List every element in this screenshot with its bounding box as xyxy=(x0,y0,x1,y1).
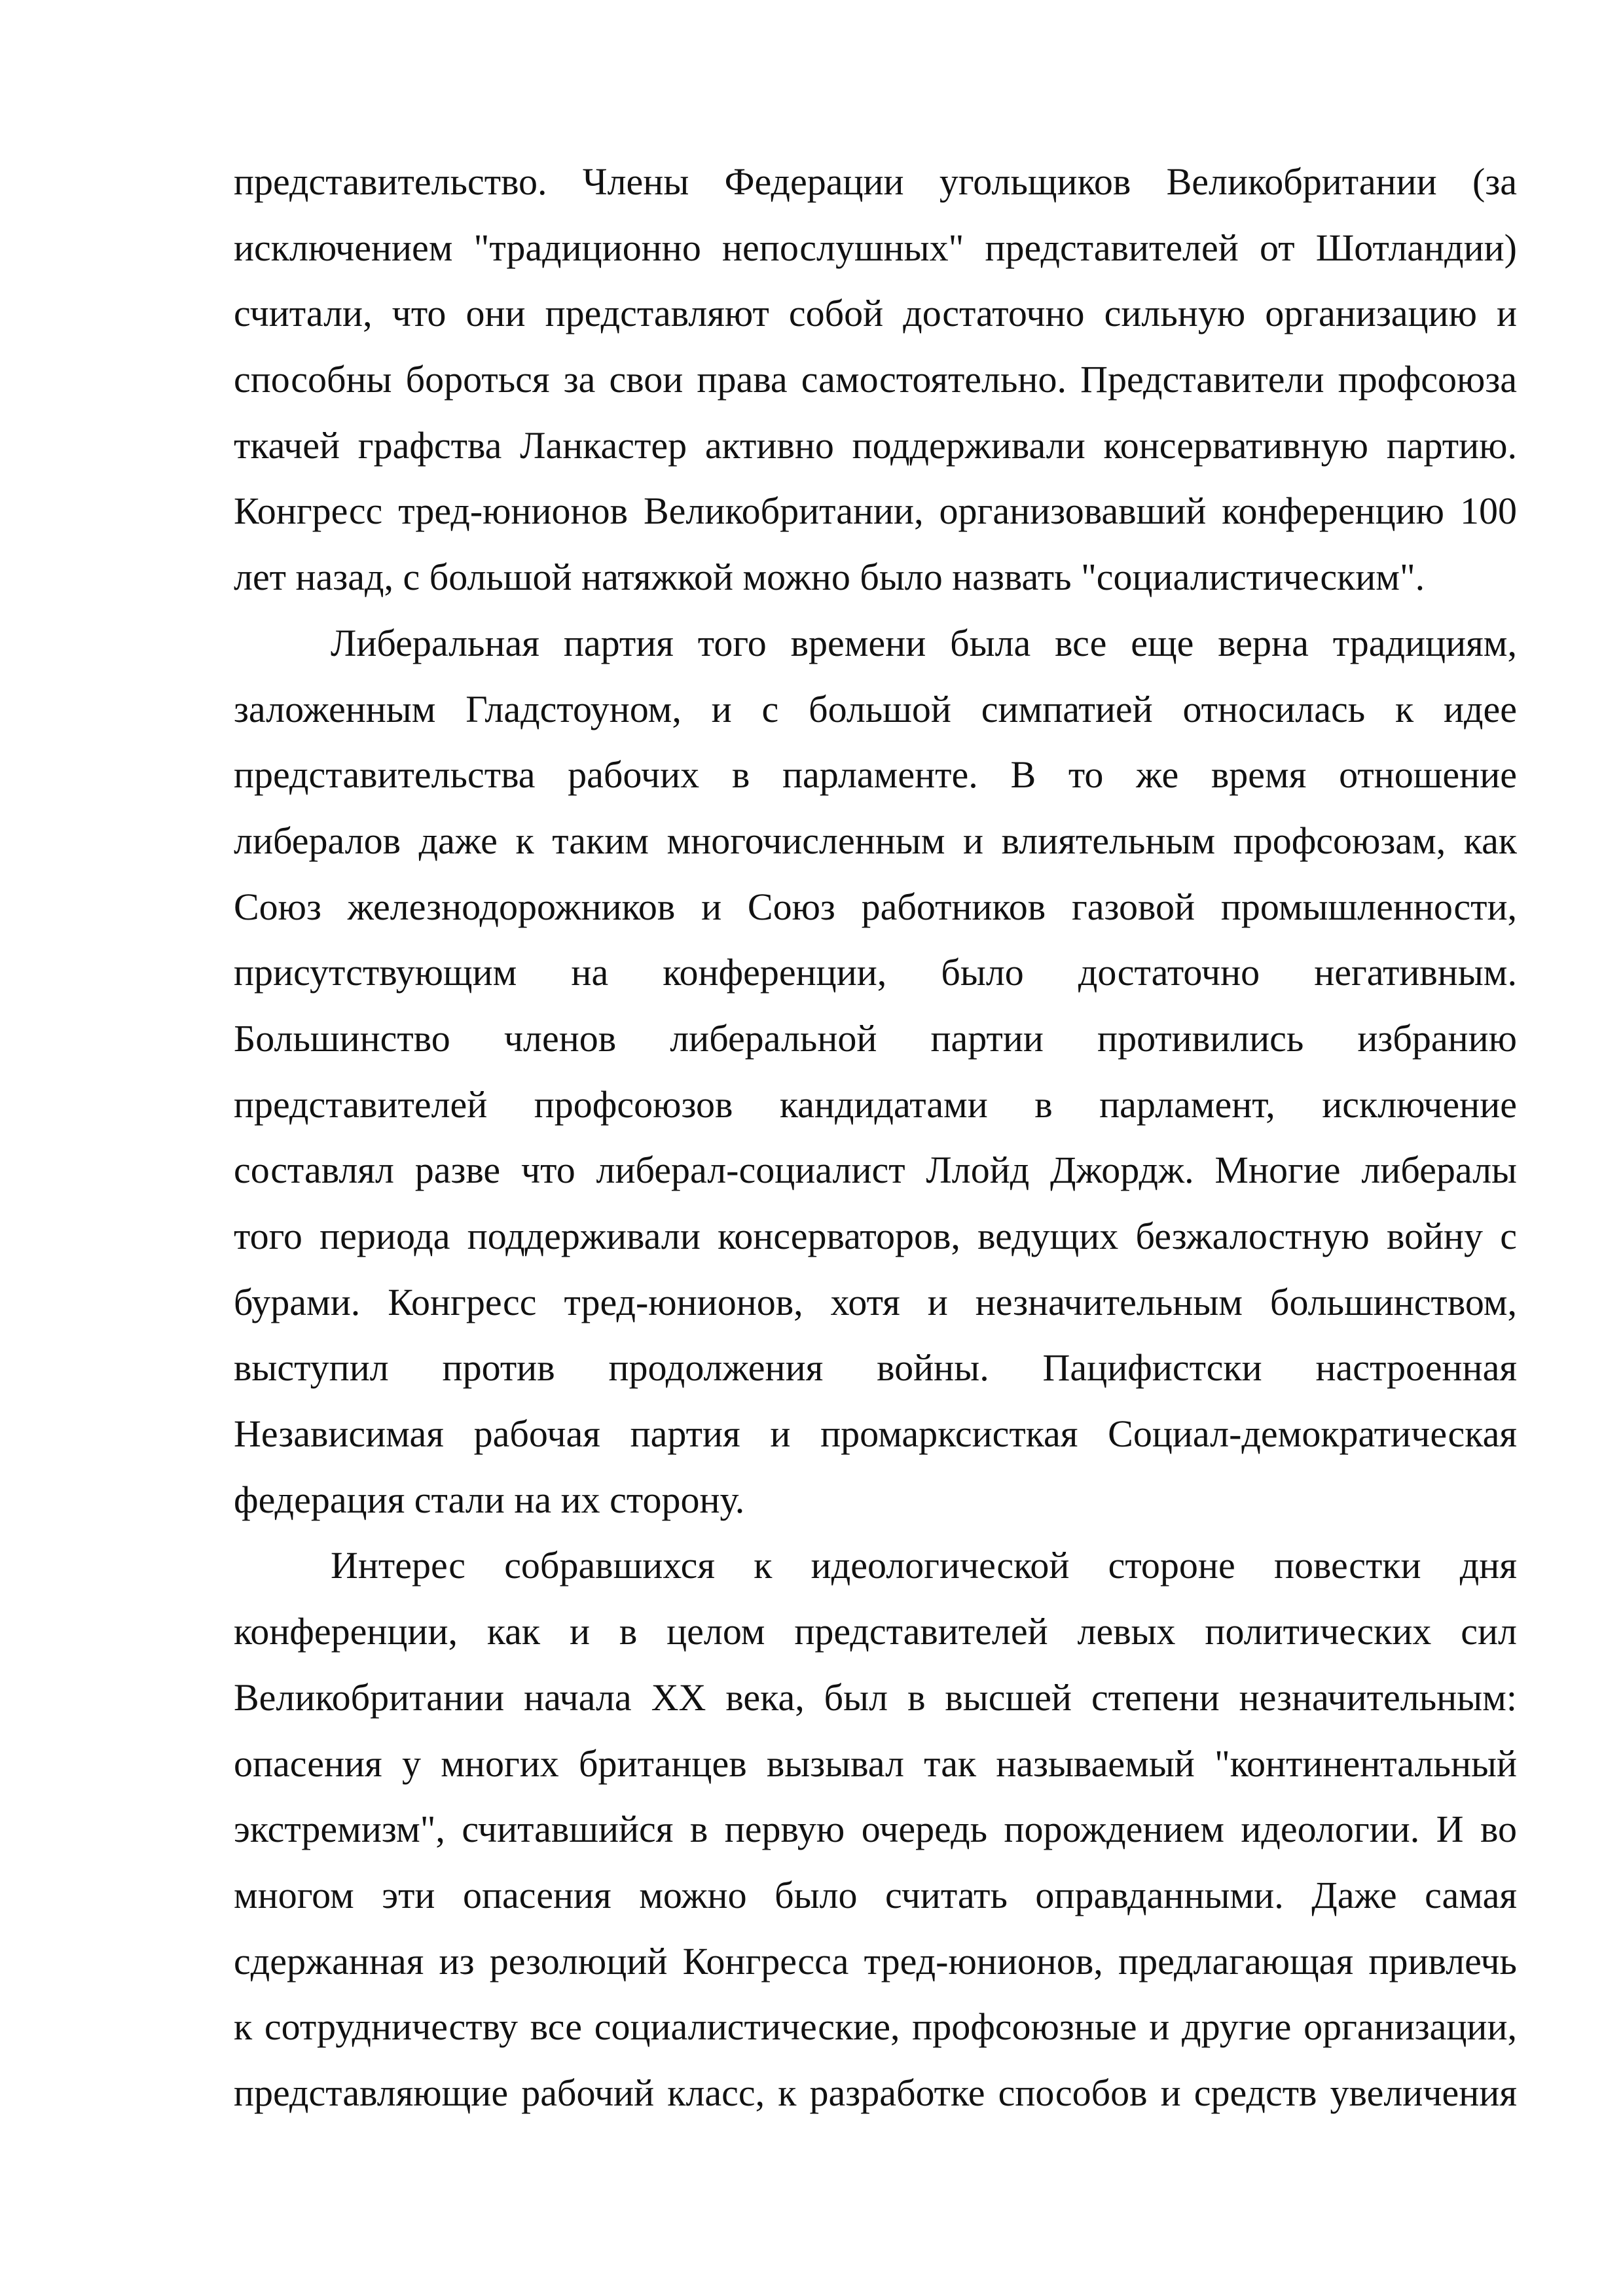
text-line: к сотрудничеству все социалистические, профсоюзные и другие организации, xyxy=(234,2005,1517,2049)
paragraph xyxy=(234,611,1517,1534)
text-line: представителей профсоюзов кандидатами в парламент, исключение xyxy=(234,1083,1517,1126)
text-line: заложенным Гладстоуном, и с большой симпатией относилась к идее xyxy=(234,687,1517,730)
text-line: Великобритании начала XX века, был в высшей степени незначительным: xyxy=(234,1676,1517,1719)
text-line: представляющие рабочий класс, к разработке способов и средств увеличения xyxy=(234,2071,1517,2114)
text-line: либералов даже к таким многочисленным и влиятельным профсоюзам, как xyxy=(234,819,1517,862)
text-line: конференции, как и в целом представителей левых политических сил xyxy=(234,1610,1517,1653)
text-line: опасения у многих британцев вызывал так называемый "континентальный xyxy=(234,1742,1517,1785)
text-line: выступил против продолжения войны. Пацифистски настроенная xyxy=(234,1346,1517,1390)
text-line: исключением "традиционно непослушных" представителей от Шотландии) xyxy=(234,226,1517,269)
text-line: сдержанная из резолюций Конгресса тред-юнионов, предлагающая привлечь xyxy=(234,1939,1517,1982)
text-line: многом эти опасения можно было считать оправданными. Даже самая xyxy=(234,1873,1517,1916)
text-line: ткачей графства Ланкастер активно поддерживали консервативную партию. xyxy=(234,423,1517,467)
text-line: лет назад, с большой натяжкой можно было назвать "социалистическим". xyxy=(234,556,1425,599)
text-line: Либеральная партия того времени была все еще верна традициям, xyxy=(331,621,1517,664)
body-text xyxy=(234,149,1517,2126)
text-line: Союз железнодорожников и Союз работников газовой промышленности, xyxy=(234,885,1517,928)
text-line: Независимая рабочая партия и промарксисткая Социал-демократическая xyxy=(234,1412,1517,1456)
text-line: экстремизм", считавшийся в первую очередь порождением идеологии. И во xyxy=(234,1808,1517,1851)
text-line: бурами. Конгресс тред-юнионов, хотя и незначительным большинством, xyxy=(234,1280,1517,1323)
text-line: того периода поддерживали консерваторов, ведущих безжалостную войну с xyxy=(234,1215,1517,1257)
text-line: присутствующим на конференции, было достаточно негативным. xyxy=(234,951,1517,994)
text-line: Большинство членов либеральной партии противились избранию xyxy=(234,1016,1517,1060)
text-line: федерация стали на их сторону. xyxy=(234,1478,745,1521)
text-line: составлял разве что либерал-социалист Ллойд Джордж. Многие либералы xyxy=(234,1149,1517,1192)
text-line: способны бороться за свои права самостоятельно. Представители профсоюза xyxy=(234,358,1517,401)
text-line: представительство. Члены Федерации угольщиков Великобритании (за xyxy=(234,160,1517,203)
text-line: Интерес собравшихся к идеологической стороне повестки дня xyxy=(331,1544,1517,1587)
paragraph xyxy=(234,149,1517,611)
text-line: Конгресс тред-юнионов Великобритании, организовавший конференцию 100 xyxy=(234,490,1517,533)
paragraph xyxy=(234,1533,1517,2126)
text-line: представительства рабочих в парламенте. В то же время отношение xyxy=(234,753,1517,797)
text-line: считали, что они представляют собой достаточно сильную организацию и xyxy=(234,292,1517,335)
